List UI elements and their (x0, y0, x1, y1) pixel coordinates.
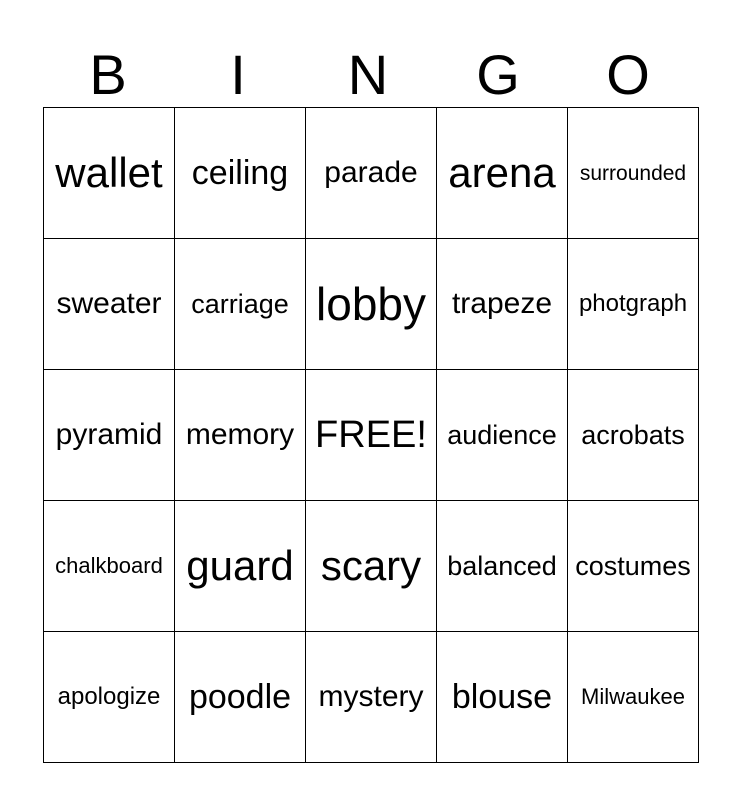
bingo-header (43, 44, 693, 106)
bingo-cell: trapeze (437, 239, 568, 370)
bingo-cell: scary (306, 501, 437, 632)
bingo-cell: balanced (437, 501, 568, 632)
bingo-cell: blouse (437, 632, 568, 763)
free-space-cell: FREE! (306, 370, 437, 501)
bingo-cell: apologize (44, 632, 175, 763)
bingo-cell: carriage (175, 239, 306, 370)
bingo-cell: acrobats (568, 370, 699, 501)
bingo-cell: chalkboard (44, 501, 175, 632)
bingo-cell: ceiling (175, 108, 306, 239)
board-row (44, 108, 699, 239)
board-row (44, 370, 699, 501)
header-letter-b: B (89, 43, 127, 106)
bingo-cell: pyramid (44, 370, 175, 501)
bingo-cell: wallet (44, 108, 175, 239)
bingo-cell: memory (175, 370, 306, 501)
bingo-cell: mystery (306, 632, 437, 763)
board-row (44, 501, 699, 632)
header-letter-i: I (230, 43, 246, 106)
bingo-cell: sweater (44, 239, 175, 370)
bingo-cell: poodle (175, 632, 306, 763)
bingo-cell: surrounded (568, 108, 699, 239)
bingo-board (43, 107, 699, 763)
bingo-cell: audience (437, 370, 568, 501)
bingo-cell: lobby (306, 239, 437, 370)
bingo-cell: Milwaukee (568, 632, 699, 763)
bingo-cell: guard (175, 501, 306, 632)
bingo-cell: photgraph (568, 239, 699, 370)
header-letter-g: G (476, 43, 520, 106)
header-letter-n: N (347, 43, 389, 106)
bingo-cell: costumes (568, 501, 699, 632)
header-letter-o: O (606, 43, 650, 106)
board-row (44, 632, 699, 763)
bingo-cell: arena (437, 108, 568, 239)
bingo-cell: parade (306, 108, 437, 239)
board-row (44, 239, 699, 370)
